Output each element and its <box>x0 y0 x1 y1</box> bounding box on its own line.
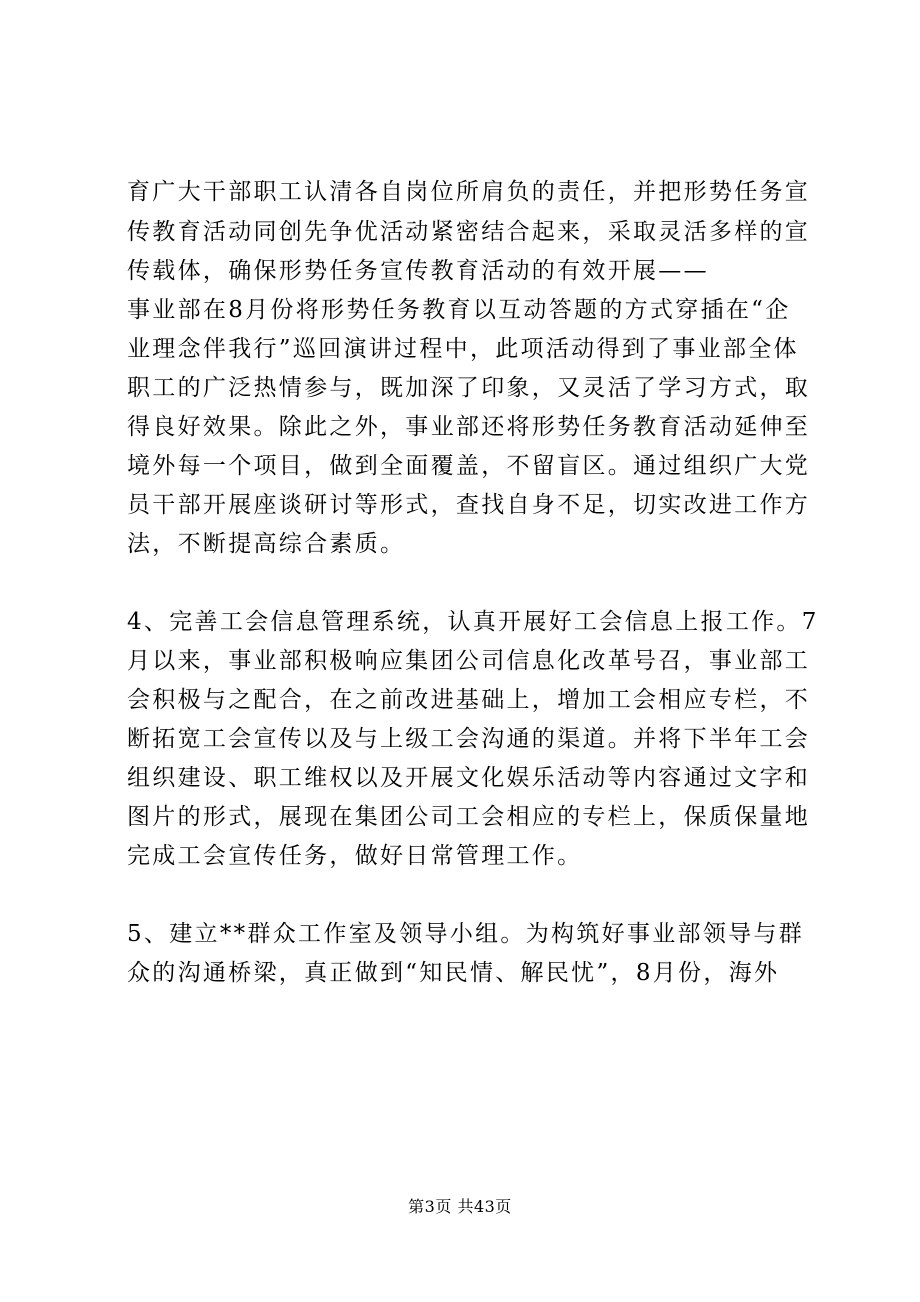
text-line: 传教育活动同创先争优活动紧密结合起来，采取灵活多样的宣 <box>127 219 811 245</box>
text-line: 传载体，确保形势任务宣传教育活动的有效开展—— <box>127 258 709 284</box>
text-line: 月以来，事业部积极响应集团公司信息化改革号召，事业部工 <box>127 648 811 674</box>
text-line: 事业部在8月份将形势任务教育以互动答题的方式穿插在“企 <box>127 297 791 323</box>
text-line: 断拓宽工会宣传以及与上级工会沟通的渠道。并将下半年工会 <box>127 726 811 752</box>
text-line: 众的沟通桥梁，真正做到“知民情、解民忧”，8月份，海外 <box>127 960 780 986</box>
text-line: 图片的形式，展现在集团公司工会相应的专栏上，保质保量地 <box>127 804 811 830</box>
text-line: 职工的广泛热情参与，既加深了印象，又灵活了学习方式，取 <box>127 375 811 401</box>
text-line: 业理念伴我行”巡回演讲过程中，此项活动得到了事业部全体 <box>127 336 799 362</box>
text-line: 得良好效果。除此之外，事业部还将形势任务教育活动延伸至 <box>127 414 811 440</box>
text-line: 完成工会宣传任务，做好日常管理工作。 <box>127 843 583 869</box>
page-number-footer: 第3页 共43页 <box>408 1197 512 1216</box>
text-line: 会积极与之配合，在之前改进基础上，增加工会相应专栏，不 <box>127 687 811 713</box>
text-line: 4、完善工会信息管理系统，认真开展好工会信息上报工作。7 <box>127 609 819 635</box>
text-line: 5、建立**群众工作室及领导小组。为构筑好事业部领导与群 <box>127 921 805 947</box>
text-line: 员干部开展座谈研讨等形式，查找自身不足，切实改进工作方 <box>127 492 811 518</box>
text-line: 境外每一个项目，做到全面覆盖，不留盲区。通过组织广大党 <box>127 453 811 479</box>
text-line: 组织建设、职工维权以及开展文化娱乐活动等内容通过文字和 <box>127 765 811 791</box>
text-line: 法，不断提高综合素质。 <box>127 531 406 557</box>
text-line: 育广大干部职工认清各自岗位所肩负的责任，并把形势任务宣 <box>127 179 811 205</box>
